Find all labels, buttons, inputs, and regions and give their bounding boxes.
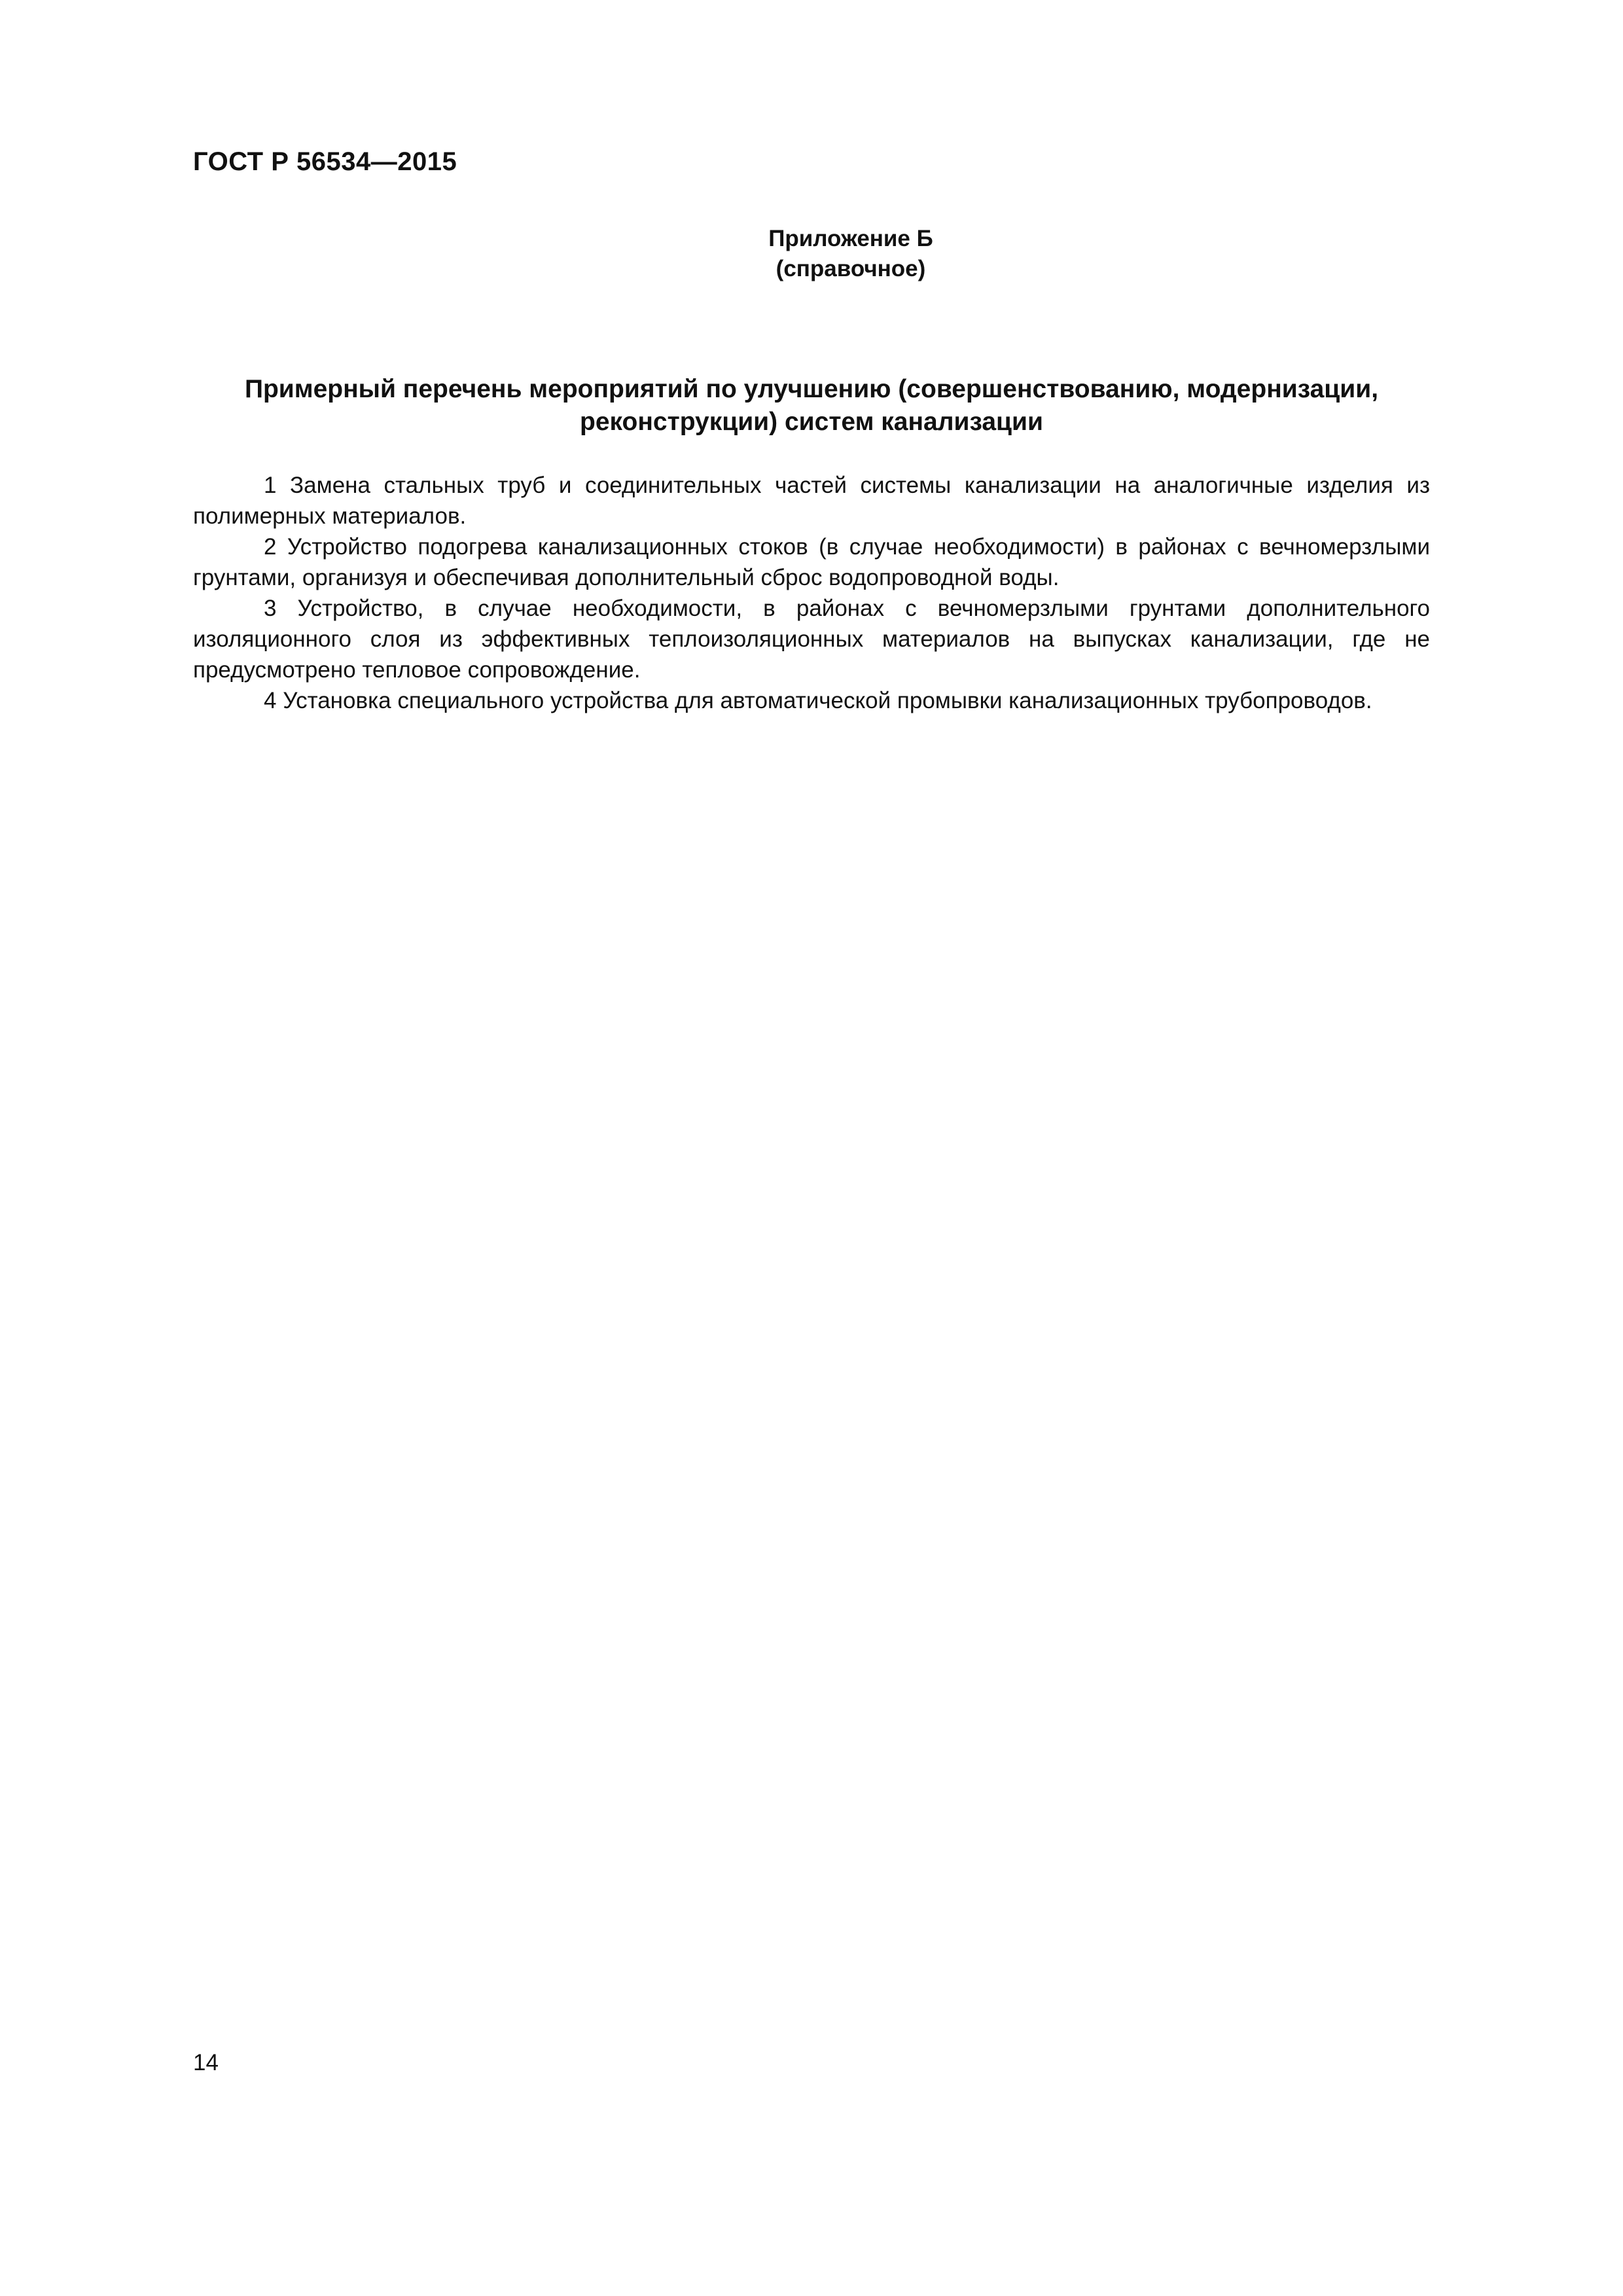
section-title-line-1: Примерный перечень мероприятий по улучшению (совершенствованию, модернизации,: [244, 375, 1379, 403]
document-code: ГОСТ Р 56534—2015: [193, 147, 457, 176]
appendix-heading: [654, 224, 1047, 284]
measures-list: [193, 470, 1430, 716]
appendix-kind: (справочное): [776, 256, 926, 281]
list-item: 3 Устройство, в случае необходимости, в районах с вечномерзлыми грунтами дополнительного изоляционного слоя из эффективных теплоизоляционных материалов на выпусках канализации, где не предусмотрено тепловое сопровождение.: [193, 596, 1430, 683]
section-title-line-2: реконструкции) систем канализации: [580, 408, 1043, 436]
list-item: 4 Установка специального устройства для автоматической промывки канализационных трубопроводов.: [264, 688, 1372, 713]
appendix-label: Приложение Б: [768, 226, 933, 251]
page-number: 14: [193, 2050, 219, 2075]
list-item: 1 Замена стальных труб и соединительных частей системы канализации на аналогичные изделия из полимерных материалов.: [193, 473, 1430, 529]
section-title: [193, 373, 1430, 439]
list-item: 2 Устройство подогрева канализационных стоков (в случае необходимости) в районах с вечномерзлыми грунтами, организуя и обеспечивая дополнительный сброс водопроводной воды.: [193, 534, 1430, 590]
